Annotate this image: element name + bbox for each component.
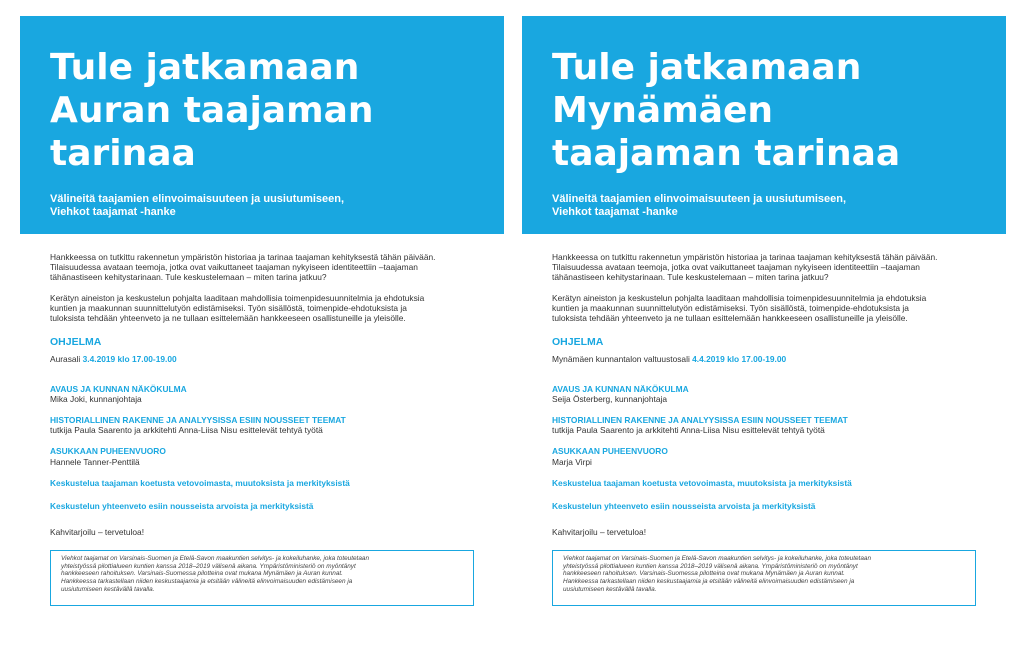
- program-item-speaker: Hannele Tanner-Penttilä: [50, 456, 140, 467]
- program-item: [552, 415, 976, 435]
- poster-subtitle: Välineitä taajamien elinvoimaisuuteen ja uusiutumiseen, Viehkot taajamat -hanke: [50, 193, 345, 218]
- poster-mynamaki: [522, 16, 1006, 636]
- plan-paragraph: Kerätyn aineiston ja keskustelun pohjalta laaditaan mahdollisia toimenpidesuunnitelmia ja ehdotuksia kuntien ja maakunnan suunnittelutyön edistämiseksi. Työn sisällöstä, toimenpide-ehdotuksista ja tuloksista tehdään yhteenveto ja ne tullaan esittelemään hankkeeseen osallistuneille ja yleisölle.: [552, 292, 927, 324]
- event-venue: [552, 354, 976, 364]
- poster-aura: [20, 16, 504, 636]
- program-heading: OHJELMA: [552, 336, 604, 349]
- program-item-speaker: tutkija Paula Saarento ja arkkitehti Anna-Liisa Nisu esittelevät tehtyä työtä: [50, 425, 323, 436]
- project-note-box: Viehkot taajamat on Varsinais-Suomen ja Etelä-Savon maakuntien selvitys- ja kokeiluhanke, joka toteutetaan yhteistyössä pilottialueen kuntien kanssa 2018–2019 välisenä aikana. Ympäristöministeriö on myöntänyt hankkeeseen rahoituksen. Varsinais-Suomessa pilotteina ovat mukana Mynämäen ja Auran kunnat. Hankkeessa tarkastellaan niiden keskustaajamia ja etsitään välineitä elinvoimaisuuden edistämiseen ja uusiutumiseen kestävällä tavalla.: [552, 550, 976, 606]
- program-item-title: HISTORIALLINEN RAKENNE JA ANALYYSISSA ESIIN NOUSSEET TEEMAT: [50, 415, 346, 426]
- event-datetime: 3.4.2019 klo 17.00-19.00: [82, 354, 177, 365]
- event-venue: [50, 354, 474, 364]
- program-item-title: ASUKKAAN PUHEENVUORO: [50, 446, 166, 457]
- program-item: [552, 384, 976, 404]
- program-item: [50, 384, 474, 404]
- poster-banner: [20, 16, 504, 234]
- summary-line: Keskustelun yhteenveto esiin nousseista arvoista ja merkityksistä: [552, 501, 816, 512]
- poster-title: Tule jatkamaan Mynämäen taajaman tarinaa: [552, 47, 901, 174]
- discussion-line: Keskustelua taajaman koetusta vetovoimasta, muutoksista ja merkityksistä: [50, 477, 350, 488]
- program-item-title: AVAUS JA KUNNAN NÄKÖKULMA: [552, 383, 689, 394]
- program-item: [552, 446, 976, 466]
- poster-body: [20, 234, 504, 537]
- project-note-box: Viehkot taajamat on Varsinais-Suomen ja Etelä-Savon maakuntien selvitys- ja kokeiluhanke, joka toteutetaan yhteistyössä pilottialueen kuntien kanssa 2018–2019 välisenä aikana. Ympäristöministeriö on myöntänyt hankkeeseen rahoituksen. Varsinais-Suomessa pilotteina ovat mukana Mynämäen ja Auran kunnat. Hankkeessa tarkastellaan niiden keskustaajamia ja etsitään välineitä elinvoimaisuuden edistämiseen ja uusiutumiseen kestävällä tavalla.: [50, 550, 474, 606]
- summary-line: Keskustelun yhteenveto esiin nousseista arvoista ja merkityksistä: [50, 501, 314, 512]
- intro-paragraph: Hankkeessa on tutkittu rakennetun ympäristön historiaa ja tarinaa taajaman kehityksestä tähän päivään. Tilaisuudessa avataan teemoja, jotka ovat vaikuttaneet taajaman nykyiseen identiteettiin –taajaman tähänastiseen kehitystarinaan. Tule keskustelemaan – miten tarina jatkuu?: [552, 252, 938, 283]
- discussion-line: Keskustelua taajaman koetusta vetovoimasta, muutoksista ja merkityksistä: [552, 477, 852, 488]
- program-item-speaker: Marja Virpi: [552, 456, 592, 467]
- program-item-speaker: tutkija Paula Saarento ja arkkitehti Anna-Liisa Nisu esittelevät tehtyä työtä: [552, 425, 825, 436]
- poster-subtitle: Välineitä taajamien elinvoimaisuuteen ja uusiutumiseen, Viehkot taajamat -hanke: [552, 193, 847, 218]
- program-item-speaker: Seija Österberg, kunnanjohtaja: [552, 393, 667, 404]
- coffee-line: Kahvitarjoilu – tervetuloa!: [50, 527, 145, 538]
- program-item-title: ASUKKAAN PUHEENVUORO: [552, 446, 668, 457]
- poster-banner: [522, 16, 1006, 234]
- event-datetime: 4.4.2019 klo 17.00-19.00: [692, 354, 787, 365]
- poster-body: [522, 234, 1006, 537]
- coffee-line: Kahvitarjoilu – tervetuloa!: [552, 527, 647, 538]
- program-item-speaker: Mika Joki, kunnanjohtaja: [50, 393, 142, 404]
- plan-paragraph: Kerätyn aineiston ja keskustelun pohjalta laaditaan mahdollisia toimenpidesuunnitelmia ja ehdotuksia kuntien ja maakunnan suunnittelutyön edistämiseksi. Työn sisällöstä, toimenpide-ehdotuksista ja tuloksista tehdään yhteenveto ja ne tullaan esittelemään hankkeeseen osallistuneille ja yleisölle.: [50, 292, 425, 324]
- program-item: [50, 415, 474, 435]
- program-heading: OHJELMA: [50, 336, 102, 349]
- poster-title: Tule jatkamaan Auran taajaman tarinaa: [50, 47, 374, 174]
- program-item: [50, 446, 474, 466]
- program-item-title: HISTORIALLINEN RAKENNE JA ANALYYSISSA ESIIN NOUSSEET TEEMAT: [552, 415, 848, 426]
- intro-paragraph: Hankkeessa on tutkittu rakennetun ympäristön historiaa ja tarinaa taajaman kehityksestä tähän päivään. Tilaisuudessa avataan teemoja, jotka ovat vaikuttaneet taajaman nykyiseen identiteettiin –taajaman tähänastiseen kehitystarinaan. Tule keskustelemaan – miten tarina jatkuu?: [50, 252, 436, 283]
- venue-name: Mynämäen kunnantalon valtuustosali: [552, 354, 693, 365]
- venue-name: Aurasali: [50, 354, 83, 365]
- program-item-title: AVAUS JA KUNNAN NÄKÖKULMA: [50, 383, 187, 394]
